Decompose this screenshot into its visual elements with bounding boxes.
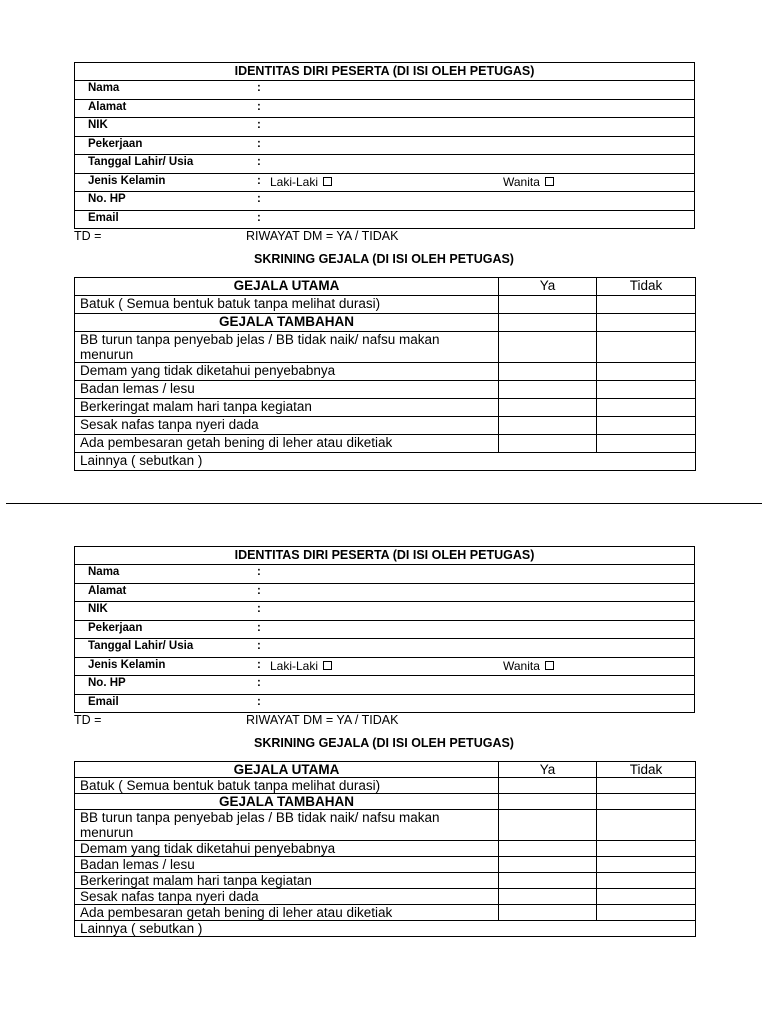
option-label: Laki-Laki [270,658,319,673]
answer-cell-tidak[interactable] [597,381,696,399]
field-colon: : [257,695,261,708]
field-label: Pekerjaan [88,621,143,634]
identity-table [74,546,695,713]
answer-cell-ya[interactable] [499,417,597,435]
symptom-label: Ada pembesaran getah bening di leher atau diketiak [75,905,499,921]
symptom-label: Sesak nafas tanpa nyeri dada [75,417,499,435]
checkbox-icon[interactable] [545,661,554,670]
field-alamat[interactable] [75,584,694,602]
field-tanggal-lahir[interactable] [75,639,694,657]
answer-cell-tidak[interactable] [597,435,696,453]
identity-title: IDENTITAS DIRI PESERTA (DI ISI OLEH PETUGAS) [75,547,695,565]
answer-cell-tidak[interactable] [597,332,696,363]
empty-cell [499,314,597,332]
field-label: Jenis Kelamin [88,658,166,671]
field-label: Alamat [88,100,127,113]
field-colon: : [257,658,261,671]
form-copy-2 [0,484,768,936]
field-pekerjaan[interactable] [75,621,694,639]
field-jenis-kelamin [75,174,694,192]
other-symptom-field[interactable]: Lainnya ( sebutkan ) [75,453,696,471]
checkbox-icon[interactable] [323,661,332,670]
answer-cell-ya[interactable] [499,810,597,841]
answer-cell-ya[interactable] [499,778,597,794]
symptom-label: Sesak nafas tanpa nyeri dada [75,889,499,905]
option-wanita[interactable] [503,659,554,673]
form-copy-1 [0,0,768,468]
field-nik[interactable] [75,602,694,620]
field-colon: : [257,211,261,224]
option-laki-laki[interactable] [270,175,332,189]
answer-cell-tidak[interactable] [597,417,696,435]
answer-cell-tidak[interactable] [597,778,696,794]
empty-cell [597,794,696,810]
option-wanita[interactable] [503,175,554,189]
screening-title: SKRINING GEJALA (DI ISI OLEH PETUGAS) [254,736,514,750]
field-colon: : [257,137,261,150]
symptom-label: Batuk ( Semua bentuk batuk tanpa melihat durasi) [75,296,499,314]
riwayat-dm-field[interactable]: RIWAYAT DM = YA / TIDAK [246,713,399,727]
field-colon: : [257,156,261,168]
screening-title: SKRINING GEJALA (DI ISI OLEH PETUGAS) [254,252,514,266]
answer-cell-ya[interactable] [499,873,597,889]
col-ya-header: Ya [499,762,597,778]
field-alamat[interactable] [75,100,694,118]
answer-cell-ya[interactable] [499,857,597,873]
field-label: Email [88,211,119,224]
answer-cell-tidak[interactable] [597,841,696,857]
symptom-label: Ada pembesaran getah bening di leher atau diketiak [75,435,499,453]
field-label: Pekerjaan [88,137,143,150]
main-symptom-header: GEJALA UTAMA [75,762,499,778]
field-colon: : [257,119,261,131]
field-nama[interactable] [75,81,694,99]
field-label: Alamat [88,584,127,597]
checkbox-icon[interactable] [323,177,332,186]
symptom-table [74,277,696,471]
field-pekerjaan[interactable] [75,137,694,155]
answer-cell-ya[interactable] [499,296,597,314]
answer-cell-ya[interactable] [499,905,597,921]
answer-cell-ya[interactable] [499,363,597,381]
option-label: Wanita [503,174,540,189]
field-label: Nama [88,566,120,578]
answer-cell-tidak[interactable] [597,873,696,889]
col-ya-header: Ya [499,278,597,296]
answer-cell-tidak[interactable] [597,905,696,921]
symptom-label: Badan lemas / lesu [75,857,499,873]
field-label: No. HP [88,193,126,205]
field-colon: : [257,193,261,205]
identity-table [74,62,695,229]
checkbox-icon[interactable] [545,177,554,186]
td-field[interactable]: TD = [74,713,102,727]
answer-cell-tidak[interactable] [597,296,696,314]
field-label: No. HP [88,677,126,689]
field-no-hp[interactable] [75,192,694,210]
answer-cell-ya[interactable] [499,332,597,363]
symptom-label: Demam yang tidak diketahui penyebabnya [75,841,499,857]
field-label: Email [88,695,119,708]
field-label: NIK [88,119,108,131]
field-colon: : [257,640,261,652]
field-colon: : [257,566,261,578]
field-label: Tanggal Lahir/ Usia [88,156,194,168]
riwayat-dm-field[interactable]: RIWAYAT DM = YA / TIDAK [246,229,399,243]
col-tidak-header: Tidak [597,762,696,778]
field-jenis-kelamin [75,658,694,676]
symptom-label: Batuk ( Semua bentuk batuk tanpa melihat durasi) [75,778,499,794]
answer-cell-ya[interactable] [499,381,597,399]
answer-cell-tidak[interactable] [597,889,696,905]
symptom-label: Berkeringat malam hari tanpa kegiatan [75,873,499,889]
col-tidak-header: Tidak [597,278,696,296]
extra-symptom-header: GEJALA TAMBAHAN [75,794,499,810]
answer-cell-tidak[interactable] [597,399,696,417]
symptom-label: Demam yang tidak diketahui penyebabnya [75,363,499,381]
field-colon: : [257,82,261,94]
empty-cell [499,794,597,810]
answer-cell-tidak[interactable] [597,810,696,841]
field-colon: : [257,100,261,113]
field-colon: : [257,584,261,597]
other-symptom-field[interactable]: Lainnya ( sebutkan ) [75,921,696,937]
field-tanggal-lahir[interactable] [75,155,694,173]
symptom-label: Badan lemas / lesu [75,381,499,399]
symptom-label: BB turun tanpa penyebab jelas / BB tidak naik/ nafsu makan menurun [75,332,499,363]
option-label: Laki-Laki [270,174,319,189]
answer-cell-ya[interactable] [499,399,597,417]
field-colon: : [257,621,261,634]
field-colon: : [257,174,261,187]
field-no-hp[interactable] [75,676,694,694]
option-laki-laki[interactable] [270,659,332,673]
field-colon: : [257,677,261,689]
symptom-label: BB turun tanpa penyebab jelas / BB tidak naik/ nafsu makan menurun [75,810,499,841]
symptom-table [74,761,696,937]
main-symptom-header: GEJALA UTAMA [75,278,499,296]
field-nik[interactable] [75,118,694,136]
extra-symptom-header: GEJALA TAMBAHAN [75,314,499,332]
field-email[interactable] [75,695,694,713]
answer-cell-ya[interactable] [499,889,597,905]
field-nama[interactable] [75,565,694,583]
field-label: Tanggal Lahir/ Usia [88,640,194,652]
option-label: Wanita [503,658,540,673]
empty-cell [597,314,696,332]
answer-cell-ya[interactable] [499,841,597,857]
field-email[interactable] [75,211,694,229]
field-label: Jenis Kelamin [88,174,166,187]
field-colon: : [257,603,261,615]
symptom-label: Berkeringat malam hari tanpa kegiatan [75,399,499,417]
identity-title: IDENTITAS DIRI PESERTA (DI ISI OLEH PETUGAS) [75,63,695,81]
td-field[interactable]: TD = [74,229,102,243]
field-label: NIK [88,603,108,615]
field-label: Nama [88,82,120,94]
answer-cell-tidak[interactable] [597,363,696,381]
answer-cell-tidak[interactable] [597,857,696,873]
answer-cell-ya[interactable] [499,435,597,453]
